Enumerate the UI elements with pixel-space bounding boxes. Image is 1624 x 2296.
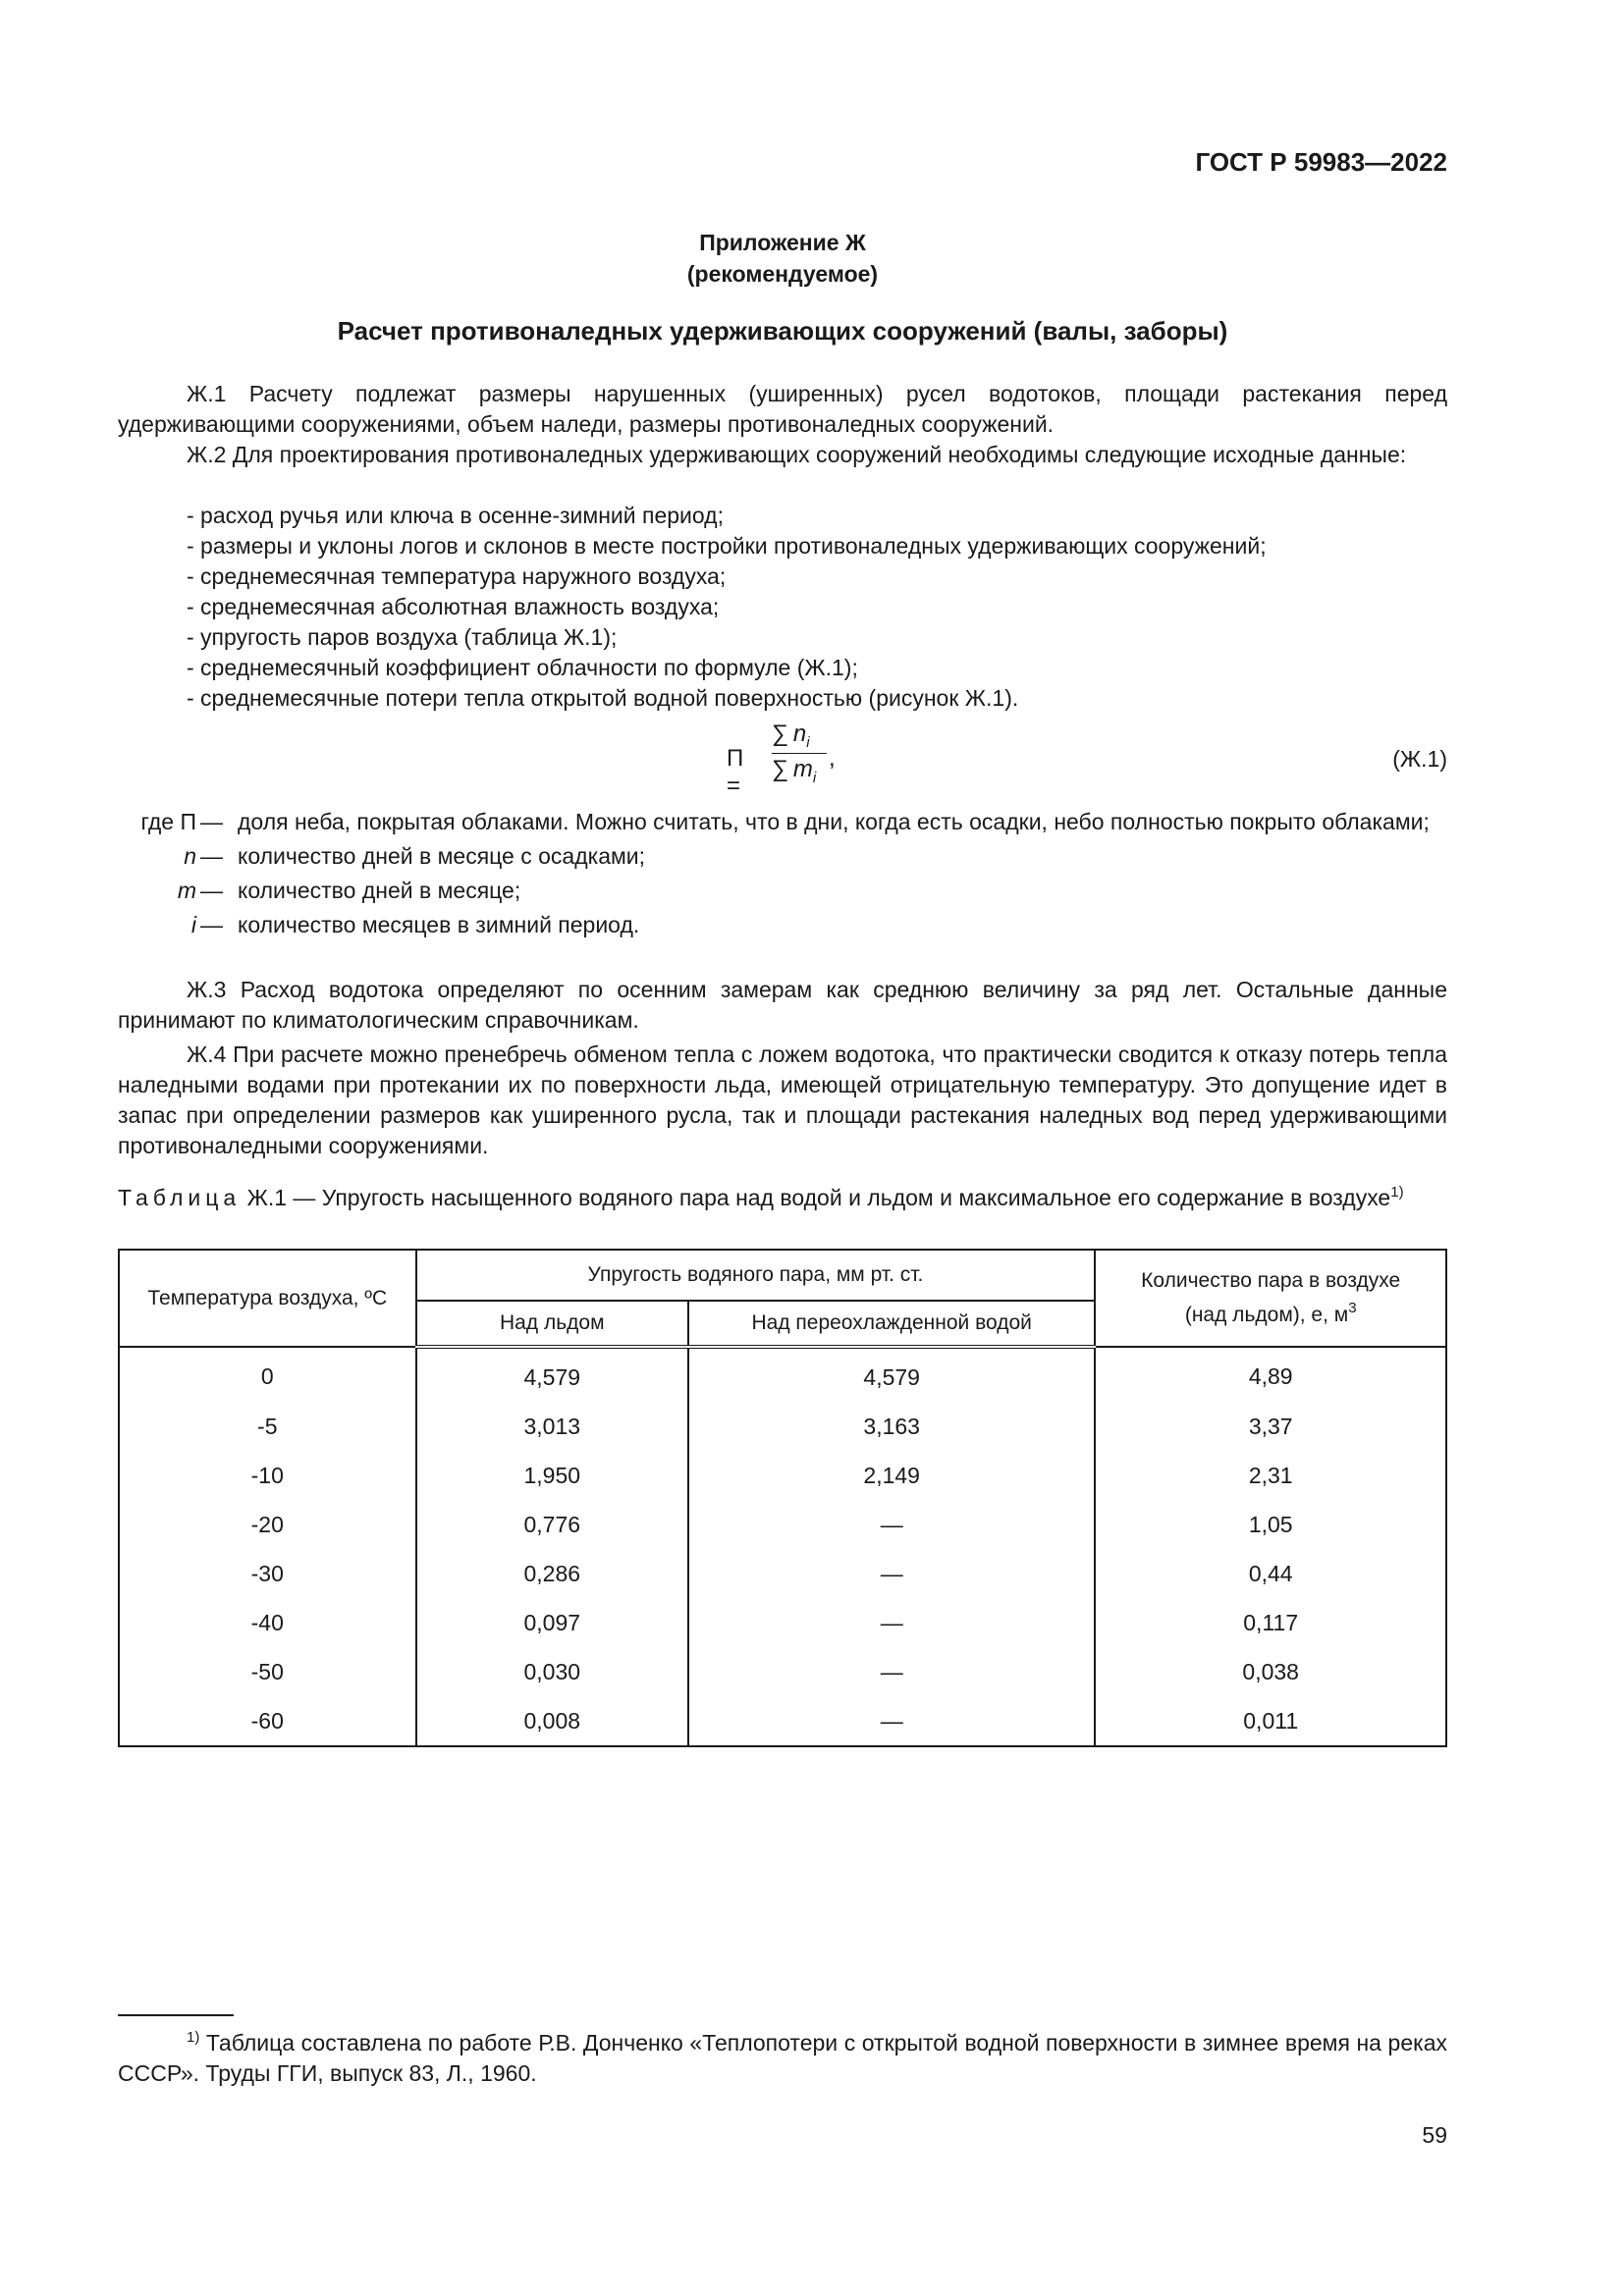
list-item: - среднемесячные потери тепла открытой водной поверхностью (рисунок Ж.1). bbox=[187, 685, 1019, 711]
closing-paragraphs bbox=[118, 975, 1447, 1161]
table-caption bbox=[118, 1177, 1447, 1213]
cell-temperature: -20 bbox=[119, 1500, 416, 1549]
where-item bbox=[118, 807, 1447, 837]
header-over-water: Над переохлажденной водой bbox=[688, 1301, 1095, 1347]
page-number: 59 bbox=[1422, 2122, 1447, 2148]
footnote-rule bbox=[118, 2014, 234, 2016]
appendix-label: Приложение Ж bbox=[699, 230, 866, 255]
table-caption-word: Таблица bbox=[118, 1185, 242, 1210]
footnote-mark: 1) bbox=[1390, 1184, 1404, 1201]
footnote-text: Таблица составлена по работе Р.В. Донченко «Теплопотери с открытой водной поверхности в зимнее время на реках СССР». Труды ГГИ, выпуск 83, Л., 1960. bbox=[118, 2030, 1447, 2086]
denominator-index: i bbox=[812, 769, 817, 786]
table-row bbox=[119, 1500, 1446, 1549]
footnote bbox=[118, 2022, 1447, 2089]
cell-temperature: -50 bbox=[119, 1647, 416, 1696]
sum-sign: ∑ bbox=[772, 755, 789, 782]
table-row bbox=[119, 1451, 1446, 1500]
where-symbol: m bbox=[177, 878, 196, 903]
table-row bbox=[119, 1347, 1446, 1402]
formula-comma: , bbox=[829, 745, 836, 772]
denominator-variable: m bbox=[792, 755, 813, 782]
where-explanation bbox=[118, 807, 1447, 940]
table-row bbox=[119, 1598, 1446, 1647]
table-caption-text: Ж.1 — Упругость насыщенного водяного пара над водой и льдом и максимальное его содержание в воздухе bbox=[246, 1185, 1391, 1210]
where-symbol: n bbox=[184, 843, 196, 869]
cell-temperature: -10 bbox=[119, 1451, 416, 1500]
equation-number: (Ж.1) bbox=[1392, 746, 1447, 772]
appendix-heading bbox=[118, 227, 1447, 290]
cell-over-ice: 0,008 bbox=[416, 1696, 688, 1746]
cell-vapor-amount: 1,05 bbox=[1095, 1500, 1446, 1549]
vapor-pressure-table bbox=[118, 1249, 1447, 1747]
cell-temperature: 0 bbox=[119, 1347, 416, 1402]
cell-temperature: -30 bbox=[119, 1549, 416, 1598]
where-text: количество дней в месяце; bbox=[238, 878, 521, 903]
cell-vapor-amount: 0,038 bbox=[1095, 1647, 1446, 1696]
where-dash: — bbox=[200, 843, 223, 869]
cell-over-ice: 0,097 bbox=[416, 1598, 688, 1647]
paragraph-zh4: Ж.4 При расчете можно пренебречь обменом тепла с ложем водотока, что практически сводится к отказу потерь тепла наледными водами при протекании их по поверхности льда, имеющей отрицательную температуру. Это допущение идет в запас при определении размеров как уширенного русла, так и площади растекания наледных вод перед удерживающими противоналедными сооружениями. bbox=[118, 1041, 1447, 1158]
cell-over-ice: 0,776 bbox=[416, 1500, 688, 1549]
cell-vapor-amount: 2,31 bbox=[1095, 1451, 1446, 1500]
cell-vapor-amount: 4,89 bbox=[1095, 1347, 1446, 1402]
header-vapor-amount-text: Количество пара в воздухе (над льдом), е, м bbox=[1141, 1269, 1401, 1326]
list-item: - среднемесячный коэффициент облачности по формуле (Ж.1); bbox=[187, 655, 858, 680]
cell-over-water: — bbox=[688, 1696, 1095, 1746]
document-number: ГОСТ Р 59983—2022 bbox=[1195, 147, 1447, 177]
cell-over-water: 3,163 bbox=[688, 1402, 1095, 1451]
list-item: - среднемесячная абсолютная влажность воздуха; bbox=[187, 594, 720, 619]
paragraph-zh3: Ж.3 Расход водотока определяют по осенним замерам как среднюю величину за ряд лет. Остальные данные принимают по климатологическим справочникам. bbox=[118, 977, 1447, 1033]
where-text: количество месяцев в зимний период. bbox=[238, 912, 640, 937]
cell-over-ice: 1,950 bbox=[416, 1451, 688, 1500]
cell-over-water: 2,149 bbox=[688, 1451, 1095, 1500]
table-row bbox=[119, 1402, 1446, 1451]
header-over-ice: Над льдом bbox=[416, 1301, 688, 1347]
header-vapor-amount-sup: 3 bbox=[1348, 1300, 1357, 1316]
where-item bbox=[118, 876, 1447, 906]
cell-temperature: -40 bbox=[119, 1598, 416, 1647]
cell-over-ice: 3,013 bbox=[416, 1402, 688, 1451]
list-item: - упругость паров воздуха (таблица Ж.1); bbox=[187, 624, 618, 650]
formula-fraction bbox=[772, 721, 827, 786]
table-row bbox=[119, 1647, 1446, 1696]
table-row bbox=[119, 1549, 1446, 1598]
cell-vapor-amount: 0,44 bbox=[1095, 1549, 1446, 1598]
intro-paragraphs bbox=[118, 379, 1447, 470]
formula-denominator bbox=[772, 754, 827, 786]
sum-sign: ∑ bbox=[772, 721, 789, 747]
where-symbol: где П bbox=[140, 809, 196, 834]
input-data-list bbox=[187, 501, 1267, 714]
cell-over-ice: 0,286 bbox=[416, 1549, 688, 1598]
where-item bbox=[118, 841, 1447, 872]
where-text: количество дней в месяце с осадками; bbox=[238, 843, 646, 869]
cell-vapor-amount: 0,117 bbox=[1095, 1598, 1446, 1647]
section-title: Расчет противоналедных удерживающих сооружений (валы, заборы) bbox=[337, 316, 1228, 346]
where-text: доля неба, покрытая облаками. Можно считать, что в дни, когда есть осадки, небо полностью покрыто облаками; bbox=[238, 809, 1430, 834]
where-item bbox=[118, 910, 1447, 940]
cell-over-water: 4,579 bbox=[688, 1347, 1095, 1402]
footnote-mark: 1) bbox=[187, 2029, 200, 2046]
paragraph-zh2: Ж.2 Для проектирования противоналедных удерживающих сооружений необходимы следующие исходные данные: bbox=[187, 442, 1407, 467]
cell-over-ice: 0,030 bbox=[416, 1647, 688, 1696]
list-item: - размеры и уклоны логов и склонов в месте постройки противоналедных удерживающих сооружений; bbox=[187, 533, 1267, 559]
cell-vapor-amount: 0,011 bbox=[1095, 1696, 1446, 1746]
table-row bbox=[119, 1696, 1446, 1746]
header-temperature: Температура воздуха, ºС bbox=[119, 1250, 416, 1347]
where-dash: — bbox=[200, 912, 223, 937]
cell-over-water: — bbox=[688, 1500, 1095, 1549]
cell-temperature: -60 bbox=[119, 1696, 416, 1746]
header-elasticity-group: Упругость водяного пара, мм рт. ст. bbox=[416, 1250, 1096, 1301]
numerator-index: i bbox=[806, 733, 810, 751]
where-dash: — bbox=[200, 809, 223, 834]
cell-over-water: — bbox=[688, 1598, 1095, 1647]
numerator-variable: n bbox=[792, 721, 807, 747]
cell-over-water: — bbox=[688, 1647, 1095, 1696]
cell-over-ice: 4,579 bbox=[416, 1347, 688, 1402]
header-vapor-amount bbox=[1095, 1250, 1446, 1347]
where-dash: — bbox=[200, 878, 223, 903]
formula-numerator bbox=[772, 721, 827, 754]
cell-vapor-amount: 3,37 bbox=[1095, 1402, 1446, 1451]
list-item: - расход ручья или ключа в осенне-зимний период; bbox=[187, 503, 724, 528]
where-symbol: i bbox=[190, 912, 196, 937]
list-item: - среднемесячная температура наружного воздуха; bbox=[187, 563, 727, 589]
cell-temperature: -5 bbox=[119, 1402, 416, 1451]
formula-lhs: П = bbox=[727, 745, 744, 799]
paragraph-zh1: Ж.1 Расчету подлежат размеры нарушенных (уширенных) русел водотоков, площади растекания перед удерживающими сооружениями, объем наледи, размеры противоналедных сооружений. bbox=[118, 381, 1447, 437]
appendix-status: (рекомендуемое) bbox=[686, 261, 879, 287]
cell-over-water: — bbox=[688, 1549, 1095, 1598]
